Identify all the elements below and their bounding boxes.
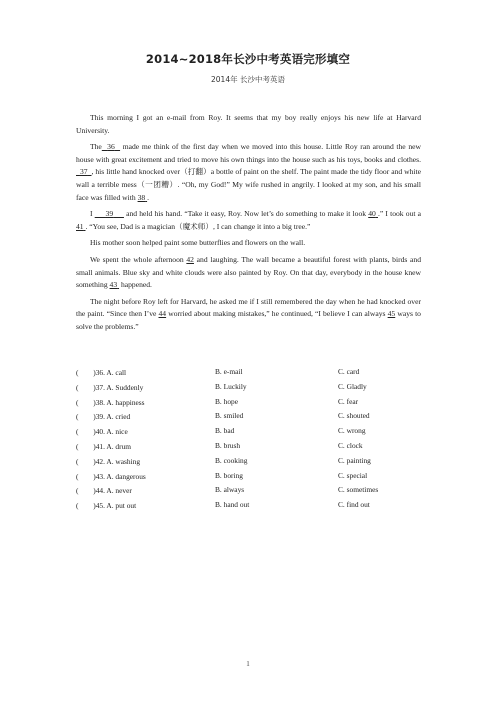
option-row-42 — [76, 456, 421, 471]
paragraph-1: This morning I got an e-mail from Roy. It seems that my boy really enjoys his new life at Harvard University. — [76, 113, 421, 135]
option-a: ( )37. A. Suddenly — [76, 382, 144, 392]
text: happened. — [120, 280, 152, 290]
page-number: 1 — [246, 660, 250, 668]
text: The — [90, 142, 102, 152]
option-row-39 — [76, 411, 421, 426]
blank-39 — [95, 209, 124, 218]
option-row-44 — [76, 485, 421, 500]
option-row-43 — [76, 471, 421, 486]
blank-41 — [76, 222, 86, 231]
option-row-40 — [76, 426, 421, 441]
paragraph-4: His mother soon helped paint some butterflies and flowers on the wall. — [90, 238, 306, 248]
option-c: C. card — [338, 367, 360, 376]
option-c: C. Gladly — [338, 381, 367, 391]
option-a: ( )38. A. happiness — [76, 397, 145, 407]
blank-number: 43 — [109, 280, 118, 290]
option-b: B. brush — [215, 440, 241, 450]
text: made me think of the first day when we moved into this house. Little Roy ran around the new house with great excitement and tried to move his own things into the house such as his toys, books and clothes. — [76, 142, 421, 164]
blank-number: 44 — [158, 309, 167, 319]
option-c: C. wrong — [338, 426, 366, 436]
blank-number: 42 — [186, 254, 194, 264]
blank-45 — [388, 309, 396, 318]
blank-number: 38 — [137, 192, 146, 202]
option-row-45 — [76, 500, 421, 515]
blank-42 — [186, 255, 194, 264]
paragraph-6 — [76, 296, 421, 334]
option-a: ( )36. A. call — [76, 368, 127, 377]
paragraph-5 — [76, 254, 421, 292]
text: , his little hand knocked over（打翻）a bottle of paint on the shelf. The paint made the tidy floor and white wall a terrible mess（一团糟）. “Oh, my God!” My wife rushed in angrily. I looked at my son, and his small face was filled with — [76, 167, 422, 202]
blank-number: 45 — [387, 309, 396, 319]
option-b: B. bad — [215, 426, 235, 436]
option-c: C. find out — [338, 500, 370, 510]
option-b: B. cooking — [215, 455, 248, 465]
blank-38 — [138, 193, 148, 202]
paragraph-3 — [76, 208, 421, 233]
blank-number: 36 — [107, 142, 115, 152]
text: worried about making mistakes,” he continued, “I believe I can always — [168, 309, 386, 319]
document-title: 2014~2018年长沙中考英语完形填空 — [145, 52, 351, 66]
option-b: B. hand out — [215, 500, 250, 510]
option-row-38 — [76, 397, 421, 412]
blank-44 — [159, 309, 167, 318]
paragraph-2 — [76, 141, 421, 204]
option-c: C. sometimes — [338, 485, 379, 495]
option-c: C. fear — [338, 396, 359, 406]
text: . “You see, Dad is a magician（魔术师）, I can change it into a big tree.” — [85, 221, 311, 231]
option-a: ( )40. A. nice — [76, 427, 128, 437]
blank-number: 40 — [368, 209, 376, 219]
blank-40 — [368, 209, 378, 218]
text: .” I took out a — [377, 209, 422, 219]
blank-43 — [110, 280, 120, 289]
option-c: C. clock — [338, 440, 363, 450]
option-b: B. boring — [215, 470, 243, 480]
option-b: B. smiled — [215, 411, 244, 421]
blank-number: 39 — [105, 209, 114, 219]
option-b: B. e-mail — [215, 367, 243, 376]
option-a: ( )44. A. never — [76, 486, 132, 496]
option-a: ( )42. A. washing — [76, 456, 141, 466]
option-b: B. always — [215, 485, 245, 495]
cloze-passage — [76, 112, 421, 338]
text: ways to solve the problems.” — [76, 309, 421, 331]
option-a: ( )39. A. cried — [76, 412, 131, 422]
option-row-37 — [76, 382, 421, 397]
text: and held his hand. “Take it easy, Roy. Now let’s do something to make it look — [126, 209, 367, 219]
blank-36 — [102, 142, 120, 151]
blank-number: 37 — [79, 167, 88, 177]
text: We spent the whole afternoon — [90, 254, 184, 264]
blank-number: 41 — [76, 221, 84, 231]
option-a: ( )41. A. drum — [76, 441, 132, 451]
option-row-41 — [76, 441, 421, 456]
section-title: 2014年 长沙中考英语 — [211, 75, 285, 84]
option-c: C. shouted — [338, 411, 370, 421]
option-a: ( )43. A. dangerous — [76, 471, 146, 481]
blank-37 — [76, 167, 92, 176]
option-b: B. hope — [215, 396, 238, 406]
text: The night before Roy left for Harvard, he asked me if I still remembered the day when he had knocked over the paint. “Since then I’ve — [76, 296, 421, 319]
option-b: B. Luckily — [215, 381, 247, 391]
option-c: C. special — [338, 470, 368, 480]
text: I — [90, 209, 93, 219]
option-a: ( )45. A. put out — [76, 501, 137, 511]
text: . — [147, 192, 149, 202]
option-row-36 — [76, 367, 421, 382]
text: and laughing. The wall became a beautiful forest with plants, birds and small animals. Blue sky and white clouds were also painted by Roy. On that day, everybody in the house knew something — [76, 254, 422, 290]
answer-options — [76, 367, 421, 515]
option-c: C. painting — [338, 455, 371, 465]
